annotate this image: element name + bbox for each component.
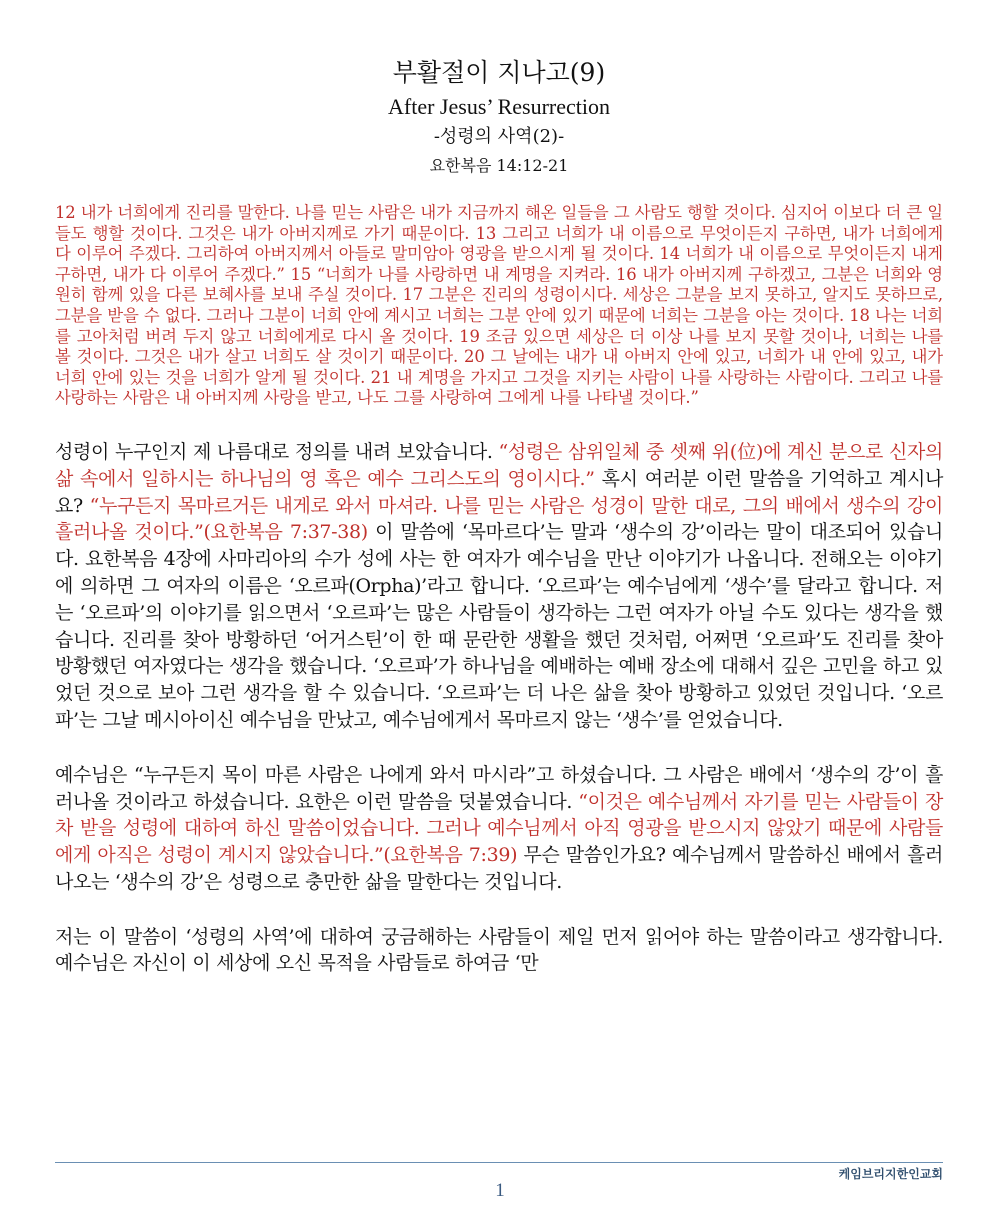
document-header (55, 56, 943, 178)
body-paragraph-3 (55, 924, 943, 978)
paragraph-1-intro: 성령이 누구인지 제 나름대로 정의를 내려 보았습니다. (55, 440, 499, 463)
church-name: 케임브리지한인교회 (838, 1167, 943, 1181)
scripture-passage: 12 내가 너희에게 진리를 말한다. 나를 믿는 사람은 내가 지금까지 해온 일들을 그 사람도 행할 것이다. 심지어 이보다 더 큰 일들도 행할 것이다. 그것은 내가 아버지께로 가기 때문이다. 13 그리고 너희가 내 이름으로 무엇이든지 구하면, 내가 너희에게 다 이루어 주겠다. 그리하여 아버지께서 아들로 말미암아 영광을 받으시게 될 것이다. 14 너희가 내 이름으로 무엇이든지 내게 구하면, 내가 다 이루어 주겠다.” 15 “너희가 나를 사랑하면 내 계명을 지켜라. 16 내가 아버지께 구하겠고, 그분은 너희와 영원히 함께 있을 다른 보혜사를 보내 주실 것이다. 17 그분은 진리의 성령이시다. 세상은 그분을 보지 못하고, 알지도 못하므로, 그분을 받을 수 없다. 그러나 그분이 너희 안에 계시고 너희는 그분 안에 있기 때문에 너희는 그분을 아는 것이다. 18 나는 너희를 고아처럼 버려 두지 않고 너희에게로 다시 올 것이다. 19 조금 있으면 세상은 더 이상 나를 보지 못할 것이나, 너희는 나를 볼 것이다. 그것은 내가 살고 너희도 살 것이기 때문이다. 20 그 날에는 내가 내 아버지 안에 있고, 너희가 내 안에 있고, 내가 너희 안에 있는 것을 너희가 알게 될 것이다. 21 내 계명을 가지고 그것을 지키는 사람이 나를 사랑하는 사람이다. 그리고 나를 사랑하는 사람은 내 아버지께 사랑을 받고, 나도 그를 사랑하여 그에게 나를 나타낼 것이다.” (55, 203, 943, 408)
paragraph-2-scripture-quote: “이것은 예수님께서 자기를 믿는 사람들이 장차 받을 성령에 대하여 하신 말씀이었습니다. 그러나 예수님께서 아직 영광을 받으시지 않았기 때문에 사람들에게 아직은 성령이 계시지 않았습니다.”(요한복음 7:39) (55, 790, 943, 867)
scripture-reference: 요한복음 14:12-21 (429, 156, 569, 175)
paragraph-1-body: 이 말씀에 ‘목마르다’는 말과 ‘생수의 강’이라는 말이 대조되어 있습니다. 요한복음 4장에 사마리아의 수가 성에 사는 한 여자가 예수님을 만난 이야기가 나옵니다. 전해오는 이야기에 의하면 그 여자의 이름은 ‘오르파(Orpha)’라고 합니다. ‘오르파’는 예수님에게 ‘생수’를 달라고 합니다. 저는 ‘오르파’의 이야기를 읽으면서 ‘오르파’는 많은 사람들이 생각하는 그런 여자가 아닐 수도 있다는 생각을 했습니다. 진리를 찾아 방황하던 ‘어거스틴’이 한 때 문란한 생활을 했던 것처럼, 어쩌면 ‘오르파’도 진리를 찾아 방황했던 여자였다는 생각을 했습니다. ‘오르파’가 하나님을 예배하는 예배 장소에 대해서 깊은 고민을 하고 있었던 것으로 보아 그런 생각을 할 수 있습니다. ‘오르파’는 더 나은 삶을 찾아 방황하고 있었던 것입니다. ‘오르파’는 그날 메시아이신 예수님을 만났고, 예수님에게서 목마르지 않는 ‘생수’를 얻었습니다. (55, 521, 943, 731)
paragraph-2-body: 무슨 말씀인가요? 예수님께서 말씀하신 배에서 흘러나오는 ‘생수의 강’은 성령으로 충만한 삶을 말한다는 것입니다. (55, 844, 943, 893)
page-title: 부활절이 지나고(9) (392, 58, 606, 87)
document-page (55, 56, 943, 977)
paragraph-1-definition-quote: “성령은 삼위일체 중 셋째 위(位)에 계신 분으로 신자의 삶 속에서 일하시는 하나님의 영 혹은 예수 그리스도의 영이시다.” (55, 440, 944, 490)
korean-subtitle: -성령의 사역(2)- (433, 126, 565, 147)
english-subtitle: After Jesus’ Resurrection (388, 94, 610, 119)
footer-divider (55, 1162, 943, 1163)
body-paragraph-2 (55, 762, 943, 896)
page-number: 1 (495, 1180, 505, 1201)
paragraph-2-intro: 예수님은 “누구든지 목이 마른 사람은 나에게 와서 마시라”고 하셨습니다. 그 사람은 배에서 ‘생수의 강’이 흘러나올 것이라고 하셨습니다. 요한은 이런 말씀을 덧붙였습니다. (55, 763, 943, 813)
body-paragraph-1 (55, 439, 943, 734)
paragraph-3-body: 저는 이 말씀이 ‘성령의 사역’에 대하여 궁금해하는 사람들이 제일 먼저 읽어야 하는 말씀이라고 생각합니다. 예수님은 자신이 이 세상에 오신 목적을 사람들로 하여금 ‘만 (55, 925, 943, 975)
paragraph-1-question: 혹시 여러분 이런 말씀을 기억하고 계시나요? (55, 467, 943, 517)
paragraph-1-scripture-quote: “누구든지 목마르거든 내게로 와서 마셔라. 나를 믿는 사람은 성경이 말한 대로, 그의 배에서 생수의 강이 흘러나올 것이다.”(요한복음 7:37-38) (55, 494, 943, 544)
